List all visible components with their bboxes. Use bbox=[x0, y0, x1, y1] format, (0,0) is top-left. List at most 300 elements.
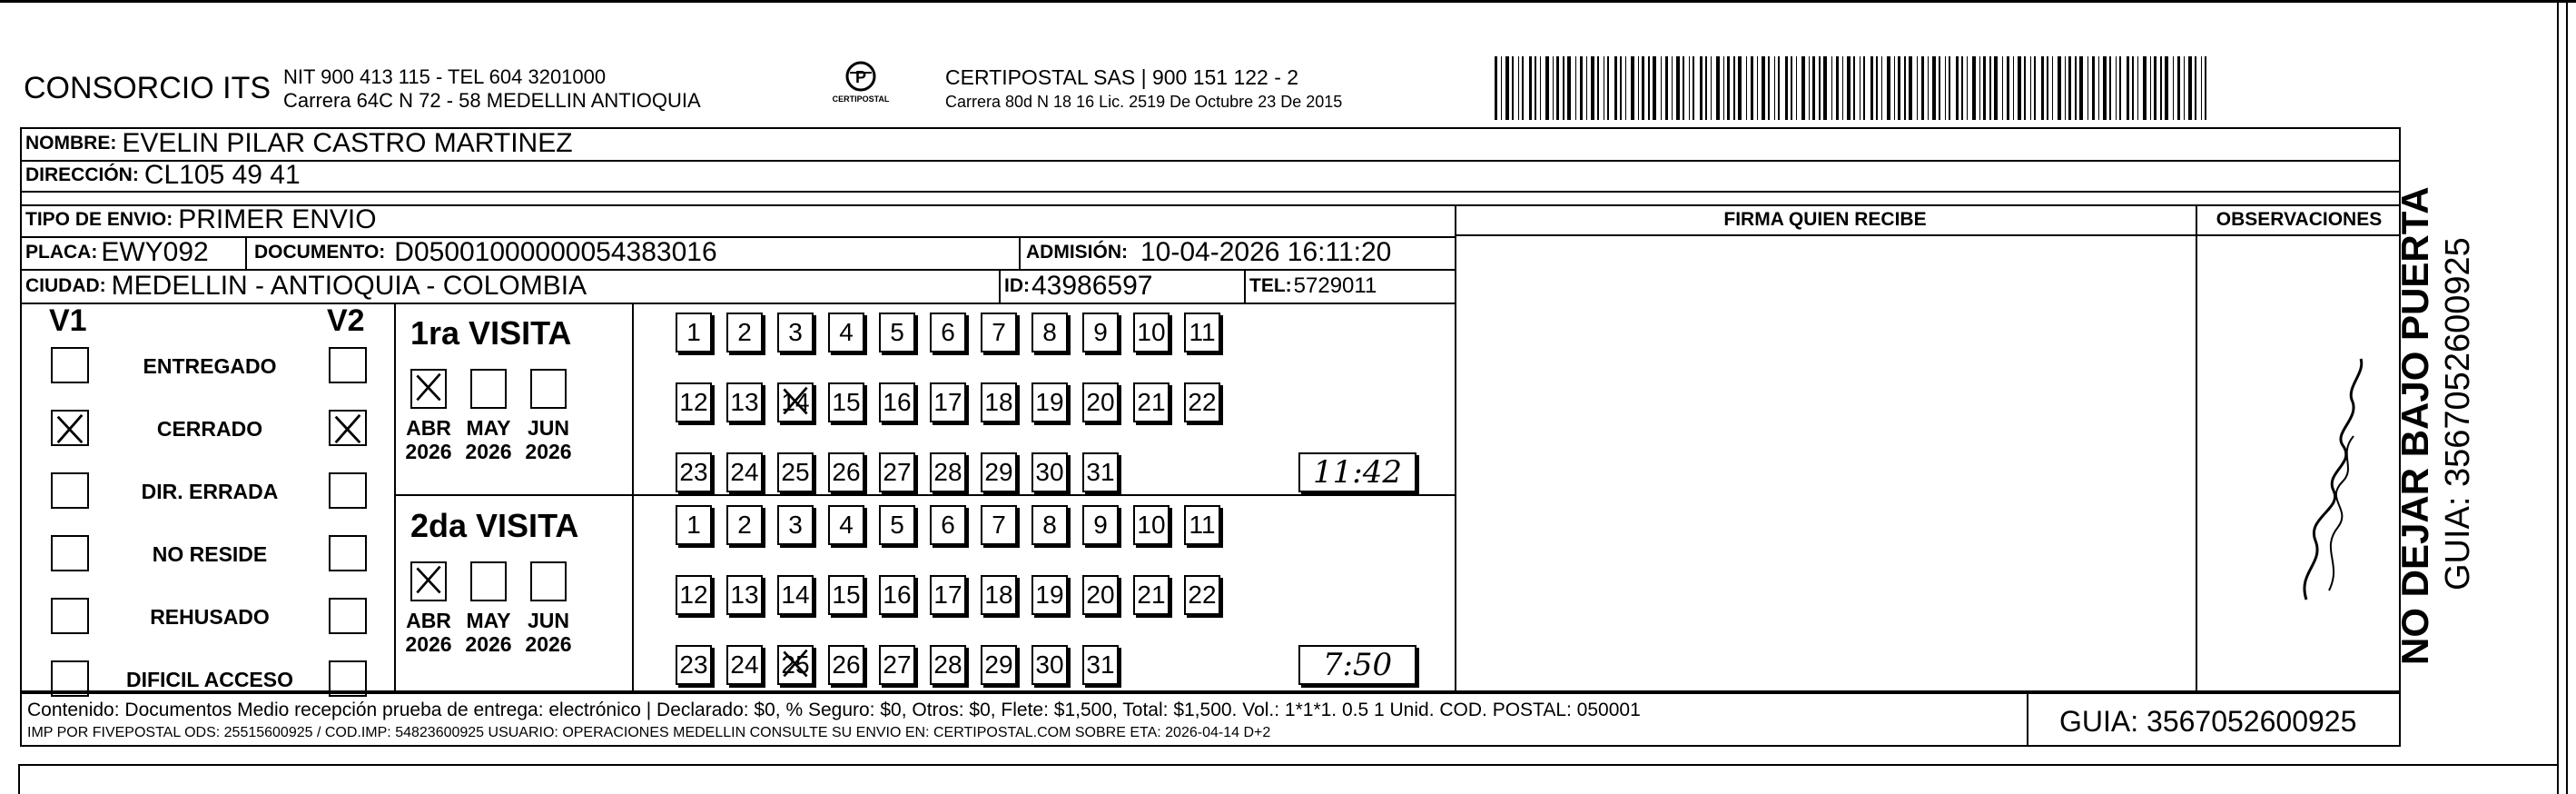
barcode-bar bbox=[2173, 56, 2174, 120]
day-box[interactable] bbox=[879, 505, 915, 545]
barcode-bar bbox=[1614, 56, 1617, 120]
day-number: 8 bbox=[1042, 318, 1057, 346]
footer-line2: IMP POR FIVEPOSTAL ODS: 25515600925 / COD.IMP: 54823600925 USUARIO: OPERACIONES MEDELLIN CONSULTE SU ENVIO EN: CERTIPOSTAL.COM SOBRE ETA: 2026-04-14 D+2 bbox=[27, 725, 1271, 740]
day-box[interactable] bbox=[828, 382, 864, 422]
barcode-bar bbox=[1945, 56, 1946, 120]
barcode-bar bbox=[2137, 56, 2138, 120]
status-v1-checkbox[interactable] bbox=[51, 410, 89, 446]
day-number: 14 bbox=[781, 388, 810, 416]
barcode-bar bbox=[2103, 56, 2107, 120]
status-v2-checkbox[interactable] bbox=[329, 535, 367, 571]
month-year: 2026 bbox=[405, 440, 452, 463]
barcode-bar bbox=[1876, 56, 1878, 120]
day-number: 4 bbox=[839, 318, 854, 346]
barcode-bar bbox=[2092, 56, 2095, 120]
day-box[interactable] bbox=[1031, 382, 1068, 422]
month-checkbox[interactable] bbox=[530, 369, 567, 409]
id-label: ID: bbox=[1004, 274, 1030, 296]
day-box[interactable] bbox=[981, 452, 1017, 492]
status-v1-checkbox[interactable] bbox=[51, 347, 89, 383]
day-box[interactable] bbox=[879, 382, 915, 422]
day-number: 23 bbox=[679, 650, 708, 679]
handwritten-time-box[interactable] bbox=[1298, 452, 1416, 492]
barcode-bar bbox=[1556, 56, 1559, 120]
name-row bbox=[25, 127, 573, 160]
day-number: 15 bbox=[832, 581, 861, 609]
carrier-line2: Carrera 80d N 18 16 Lic. 2519 De Octubre 23 De 2015 bbox=[945, 93, 1343, 111]
barcode-bar bbox=[2030, 56, 2031, 120]
company-name: CONSORCIO ITS bbox=[24, 71, 271, 105]
day-box[interactable] bbox=[879, 452, 915, 492]
plate-row bbox=[25, 236, 209, 269]
day-box[interactable] bbox=[981, 313, 1017, 352]
month-label bbox=[458, 416, 519, 463]
logo-text: CERTIPOSTAL bbox=[832, 94, 890, 104]
barcode-bar bbox=[1625, 56, 1626, 120]
recipient-signature bbox=[2288, 345, 2379, 609]
barcode-bar bbox=[1700, 56, 1703, 120]
barcode-bar bbox=[1853, 56, 1855, 120]
day-number: 13 bbox=[730, 388, 759, 416]
day-box[interactable] bbox=[930, 382, 966, 422]
day-number: 3 bbox=[788, 318, 803, 346]
day-box[interactable] bbox=[828, 313, 864, 352]
day-box[interactable] bbox=[879, 645, 915, 685]
day-number: 9 bbox=[1093, 511, 1108, 539]
day-number: 19 bbox=[1035, 388, 1064, 416]
day-number: 1 bbox=[686, 318, 701, 346]
barcode-bar bbox=[2024, 56, 2026, 120]
type-row bbox=[25, 203, 377, 236]
barcode-bar bbox=[1693, 56, 1694, 120]
barcode-bar bbox=[1575, 56, 1576, 120]
status-v2-checkbox[interactable] bbox=[329, 472, 367, 509]
barcode-bar bbox=[1563, 56, 1564, 120]
day-number: 10 bbox=[1137, 318, 1166, 346]
day-box[interactable] bbox=[726, 452, 763, 492]
day-number: 12 bbox=[679, 581, 708, 609]
barcode-bar bbox=[1597, 56, 1599, 120]
recipient-name: EVELIN PILAR CASTRO MARTINEZ bbox=[122, 128, 573, 158]
day-number: 8 bbox=[1042, 511, 1057, 539]
day-box[interactable] bbox=[777, 645, 814, 685]
day-number: 19 bbox=[1035, 581, 1064, 609]
barcode-bar bbox=[2047, 56, 2048, 120]
day-box[interactable] bbox=[1184, 313, 1220, 352]
day-box[interactable] bbox=[981, 645, 1017, 685]
day-box[interactable] bbox=[1082, 382, 1119, 422]
day-box[interactable] bbox=[930, 575, 966, 615]
day-number: 31 bbox=[1086, 458, 1115, 486]
side-guia: GUIA: 3567052600925 bbox=[2439, 237, 2477, 591]
day-number: 11 bbox=[1189, 511, 1216, 539]
day-box[interactable] bbox=[1031, 505, 1068, 545]
barcode-bar bbox=[1847, 56, 1851, 120]
barcode-bar bbox=[1665, 56, 1668, 120]
day-box[interactable] bbox=[930, 645, 966, 685]
day-box[interactable] bbox=[828, 505, 864, 545]
barcode-bar bbox=[1683, 56, 1684, 120]
handwritten-time: 11:42 bbox=[1313, 454, 1402, 491]
barcode-bar bbox=[2098, 56, 2099, 120]
barcode-bar bbox=[1819, 56, 1821, 120]
day-number: 2 bbox=[737, 511, 752, 539]
day-box[interactable] bbox=[1082, 505, 1119, 545]
barcode-bar bbox=[1495, 56, 1497, 120]
certipostal-logo bbox=[830, 60, 892, 111]
city-value: MEDELLIN - ANTIOQUIA - COLOMBIA bbox=[111, 270, 587, 301]
day-box[interactable] bbox=[1031, 452, 1068, 492]
city-label: CIUDAD: bbox=[25, 274, 106, 296]
day-box[interactable] bbox=[930, 313, 966, 352]
barcode-bar bbox=[1785, 56, 1788, 120]
day-box[interactable] bbox=[777, 505, 814, 545]
barcode-bar bbox=[1994, 56, 1998, 120]
barcode-bar bbox=[2109, 56, 2111, 120]
barcode-bar bbox=[2177, 56, 2180, 120]
day-number: 27 bbox=[883, 458, 912, 486]
barcode-bar bbox=[1989, 56, 1991, 120]
barcode-bar bbox=[1831, 56, 1832, 120]
barcode-bar bbox=[1751, 56, 1753, 120]
barcode-bar bbox=[1887, 56, 1890, 120]
barcode-bar bbox=[2013, 56, 2014, 120]
barcode-bar bbox=[2058, 56, 2061, 120]
day-box[interactable] bbox=[726, 645, 763, 685]
day-number: 22 bbox=[1188, 388, 1217, 416]
city-row bbox=[25, 269, 587, 303]
barcode-bar bbox=[1518, 56, 1519, 120]
check-mark bbox=[779, 384, 812, 417]
status-label: REHUSADO bbox=[150, 605, 270, 629]
month-year: 2026 bbox=[525, 632, 572, 656]
barcode-bar bbox=[1723, 56, 1724, 120]
day-box[interactable] bbox=[777, 313, 814, 352]
day-box[interactable] bbox=[828, 645, 864, 685]
day-box[interactable] bbox=[1133, 505, 1170, 545]
address-row bbox=[25, 160, 301, 191]
day-number: 28 bbox=[933, 458, 962, 486]
barcode-bar bbox=[1983, 56, 1986, 120]
day-number: 23 bbox=[679, 458, 708, 486]
day-number: 20 bbox=[1086, 388, 1115, 416]
status-v2-checkbox[interactable] bbox=[329, 660, 367, 697]
status-label: DIFICIL ACCESO bbox=[125, 668, 293, 691]
day-box[interactable] bbox=[726, 382, 763, 422]
day-box[interactable] bbox=[1184, 505, 1220, 545]
day-number: 27 bbox=[883, 650, 912, 679]
day-number: 28 bbox=[933, 650, 962, 679]
handwritten-time-box[interactable] bbox=[1298, 645, 1416, 685]
admission-label: ADMISIÓN: bbox=[1026, 242, 1128, 263]
month-checkbox[interactable] bbox=[410, 369, 447, 409]
barcode-bar bbox=[2184, 56, 2185, 120]
status-label: CERRADO bbox=[156, 417, 263, 441]
day-number: 1 bbox=[686, 511, 701, 539]
status-v2-checkbox[interactable] bbox=[329, 598, 367, 634]
barcode-bar bbox=[1949, 56, 1950, 120]
barcode-bar bbox=[1545, 56, 1549, 120]
day-number: 5 bbox=[890, 511, 904, 539]
day-box[interactable] bbox=[676, 505, 712, 545]
day-box[interactable] bbox=[879, 575, 915, 615]
day-box[interactable] bbox=[777, 575, 814, 615]
barcode-bar bbox=[1746, 56, 1747, 120]
day-box[interactable] bbox=[1082, 452, 1119, 492]
status-v1-checkbox[interactable] bbox=[51, 472, 89, 509]
month-label bbox=[518, 609, 579, 656]
day-number: 24 bbox=[730, 650, 759, 679]
day-box[interactable] bbox=[828, 575, 864, 615]
day-number: 12 bbox=[679, 388, 708, 416]
barcode-bar bbox=[1757, 56, 1758, 120]
day-number: 21 bbox=[1137, 388, 1166, 416]
day-number: 16 bbox=[883, 581, 912, 609]
id-value: 43986597 bbox=[1031, 270, 1153, 301]
barcode-bar bbox=[2188, 56, 2192, 120]
barcode-bar bbox=[2068, 56, 2071, 120]
barcode-bar bbox=[1863, 56, 1865, 120]
name-label: NOMBRE: bbox=[25, 133, 117, 154]
document-row bbox=[254, 236, 717, 269]
day-box[interactable] bbox=[1133, 313, 1170, 352]
visit2-title: 2da VISITA bbox=[410, 507, 579, 544]
day-box[interactable] bbox=[828, 452, 864, 492]
barcode-bar bbox=[1672, 56, 1673, 120]
barcode-bar bbox=[1979, 56, 1980, 120]
barcode-bar bbox=[2154, 56, 2157, 120]
day-box[interactable] bbox=[981, 505, 1017, 545]
day-box[interactable] bbox=[676, 313, 712, 352]
day-number: 25 bbox=[781, 458, 810, 486]
day-number: 17 bbox=[933, 581, 962, 609]
admission-value: 10-04-2026 16:11:20 bbox=[1140, 237, 1392, 267]
barcode-bar bbox=[1904, 56, 1906, 120]
day-number: 16 bbox=[883, 388, 912, 416]
barcode-bar bbox=[1567, 56, 1571, 120]
footer-guia: GUIA: 3567052600925 bbox=[2059, 705, 2357, 738]
day-box[interactable] bbox=[676, 382, 712, 422]
day-box[interactable] bbox=[726, 575, 763, 615]
barcode-bar bbox=[1505, 56, 1509, 120]
barcode-bar bbox=[1529, 56, 1532, 120]
day-box[interactable] bbox=[1082, 645, 1119, 685]
day-box[interactable] bbox=[930, 505, 966, 545]
day-box[interactable] bbox=[1082, 575, 1119, 615]
day-number: 20 bbox=[1086, 581, 1115, 609]
day-number: 3 bbox=[788, 511, 803, 539]
barcode-bar bbox=[2075, 56, 2077, 120]
no-dejar-warning: NO DEJAR BAJO PUERTA bbox=[2393, 186, 2436, 665]
day-number: 30 bbox=[1035, 650, 1064, 679]
address-label: DIRECCIÓN: bbox=[25, 164, 139, 185]
day-box[interactable] bbox=[1184, 575, 1220, 615]
month-name: MAY bbox=[466, 416, 511, 440]
barcode-bar bbox=[1812, 56, 1815, 120]
v1-header: V1 bbox=[49, 303, 87, 338]
barcode-bar bbox=[1836, 56, 1839, 120]
day-box[interactable] bbox=[930, 452, 966, 492]
barcode-bar bbox=[1512, 56, 1514, 120]
barcode-bar bbox=[1842, 56, 1843, 120]
barcode-bar bbox=[1762, 56, 1765, 120]
day-box[interactable] bbox=[676, 645, 712, 685]
barcode-bar bbox=[1727, 56, 1730, 120]
month-name: ABR bbox=[406, 416, 451, 440]
barcode-bar bbox=[1796, 56, 1797, 120]
status-v1-checkbox[interactable] bbox=[51, 660, 89, 697]
tel-row bbox=[1249, 269, 1377, 303]
day-box[interactable] bbox=[676, 452, 712, 492]
barcode-bar bbox=[2127, 56, 2129, 120]
status-v2-checkbox[interactable] bbox=[329, 410, 367, 446]
barcode-bar bbox=[2079, 56, 2083, 120]
barcode-bar bbox=[1607, 56, 1609, 120]
status-label: NO RESIDE bbox=[152, 542, 268, 566]
tel-label: TEL: bbox=[1249, 274, 1292, 296]
barcode-bar bbox=[2143, 56, 2147, 120]
v2-header: V2 bbox=[327, 303, 365, 338]
barcode-bar bbox=[1928, 56, 1929, 120]
day-box[interactable] bbox=[981, 575, 1017, 615]
month-checkbox[interactable] bbox=[410, 561, 447, 601]
month-checkbox[interactable] bbox=[470, 369, 507, 409]
barcode-bar bbox=[2160, 56, 2162, 120]
barcode-bar bbox=[1553, 56, 1554, 120]
month-checkbox[interactable] bbox=[470, 561, 507, 601]
barcode-bar bbox=[1956, 56, 1959, 120]
barcode-bar bbox=[1676, 56, 1680, 120]
barcode-bar bbox=[1809, 56, 1810, 120]
day-box[interactable] bbox=[1133, 575, 1170, 615]
status-label: DIR. ERRADA bbox=[141, 480, 279, 503]
day-box[interactable] bbox=[981, 382, 1017, 422]
document-label: DOCUMENTO: bbox=[254, 242, 386, 263]
month-year: 2026 bbox=[465, 440, 512, 463]
day-number: 6 bbox=[941, 511, 955, 539]
status-v2-checkbox[interactable] bbox=[329, 347, 367, 383]
day-box[interactable] bbox=[1184, 382, 1220, 422]
barcode-bar bbox=[1921, 56, 1924, 120]
status-v1-checkbox[interactable] bbox=[51, 535, 89, 571]
barcode-bar bbox=[1881, 56, 1882, 120]
barcode-bar bbox=[1894, 56, 1895, 120]
barcode-bar bbox=[1733, 56, 1735, 120]
barcode-bar bbox=[1638, 56, 1639, 120]
barcode-bar bbox=[2087, 56, 2088, 120]
day-number: 9 bbox=[1093, 318, 1108, 346]
barcode-bar bbox=[1591, 56, 1594, 120]
day-box[interactable] bbox=[1082, 313, 1119, 352]
status-v1-checkbox[interactable] bbox=[51, 598, 89, 634]
barcode-bar bbox=[2002, 56, 2003, 120]
barcode-bar bbox=[1932, 56, 1936, 120]
barcode-bar bbox=[1653, 56, 1656, 120]
month-name: ABR bbox=[406, 609, 451, 632]
day-number: 31 bbox=[1086, 650, 1115, 679]
barcode-bar bbox=[1791, 56, 1792, 120]
svg-text:P: P bbox=[854, 68, 867, 86]
barcode-bar bbox=[1738, 56, 1742, 120]
barcode-bar bbox=[1620, 56, 1622, 120]
day-number: 26 bbox=[832, 650, 861, 679]
status-label: ENTREGADO bbox=[143, 354, 277, 378]
day-number: 18 bbox=[984, 581, 1013, 609]
handwritten-time: 7:50 bbox=[1322, 647, 1393, 683]
day-number: 15 bbox=[832, 388, 861, 416]
month-year: 2026 bbox=[465, 632, 512, 656]
barcode-bar bbox=[2132, 56, 2134, 120]
barcode-bar bbox=[1972, 56, 1976, 120]
barcode-bar bbox=[1711, 56, 1712, 120]
barcode-bar bbox=[1501, 56, 1502, 120]
month-year: 2026 bbox=[525, 440, 572, 463]
barcode-bar bbox=[1870, 56, 1873, 120]
plate-label: PLACA: bbox=[25, 242, 98, 263]
observations-header: OBSERVACIONES bbox=[2216, 209, 2383, 230]
visit1-title: 1ra VISITA bbox=[410, 314, 572, 352]
day-box[interactable] bbox=[726, 313, 763, 352]
day-box[interactable] bbox=[879, 313, 915, 352]
day-box[interactable] bbox=[676, 575, 712, 615]
day-number: 11 bbox=[1189, 318, 1216, 346]
month-name: JUN bbox=[527, 416, 569, 440]
day-box[interactable] bbox=[1031, 575, 1068, 615]
barcode-bar bbox=[2052, 56, 2053, 120]
barcode-bar bbox=[1917, 56, 1918, 120]
shipment-type: PRIMER ENVIO bbox=[178, 204, 377, 234]
month-label bbox=[398, 609, 459, 656]
barcode-bar bbox=[1540, 56, 1541, 120]
barcode-bar bbox=[1580, 56, 1583, 120]
barcode-bar bbox=[1716, 56, 1720, 120]
barcode-bar bbox=[1801, 56, 1805, 120]
company-line2: Carrera 64C N 72 - 58 MEDELLIN ANTIOQUIA bbox=[283, 89, 701, 112]
barcode-bar bbox=[1823, 56, 1827, 120]
barcode-bar bbox=[1705, 56, 1707, 120]
barcode-bar bbox=[1909, 56, 1912, 120]
barcode-bar bbox=[1586, 56, 1587, 120]
barcode-bar bbox=[1689, 56, 1690, 120]
barcode-bar bbox=[1898, 56, 1900, 120]
day-box[interactable] bbox=[1031, 645, 1068, 685]
day-number: 17 bbox=[933, 388, 962, 416]
day-box[interactable] bbox=[777, 382, 814, 422]
month-label bbox=[398, 416, 459, 463]
day-box[interactable] bbox=[777, 452, 814, 492]
plate-value: EWY092 bbox=[101, 237, 209, 267]
carrier-line1: CERTIPOSTAL SAS | 900 151 122 - 2 bbox=[945, 65, 1299, 89]
month-label bbox=[458, 609, 519, 656]
barcode-bar bbox=[1768, 56, 1770, 120]
day-box[interactable] bbox=[1031, 313, 1068, 352]
day-number: 14 bbox=[781, 581, 810, 609]
day-number: 24 bbox=[730, 458, 759, 486]
barcode-bar bbox=[2041, 56, 2044, 120]
barcode-bar bbox=[2116, 56, 2117, 120]
admission-row bbox=[1026, 236, 1391, 269]
day-number: 2 bbox=[737, 318, 752, 346]
barcode-bar bbox=[2201, 56, 2202, 120]
barcode-bar bbox=[2195, 56, 2196, 120]
day-box[interactable] bbox=[1133, 382, 1170, 422]
day-number: 13 bbox=[730, 581, 759, 609]
barcode-bar bbox=[2018, 56, 2021, 120]
day-number: 29 bbox=[984, 650, 1013, 679]
day-box[interactable] bbox=[726, 505, 763, 545]
month-checkbox[interactable] bbox=[530, 561, 567, 601]
day-number: 4 bbox=[839, 511, 854, 539]
